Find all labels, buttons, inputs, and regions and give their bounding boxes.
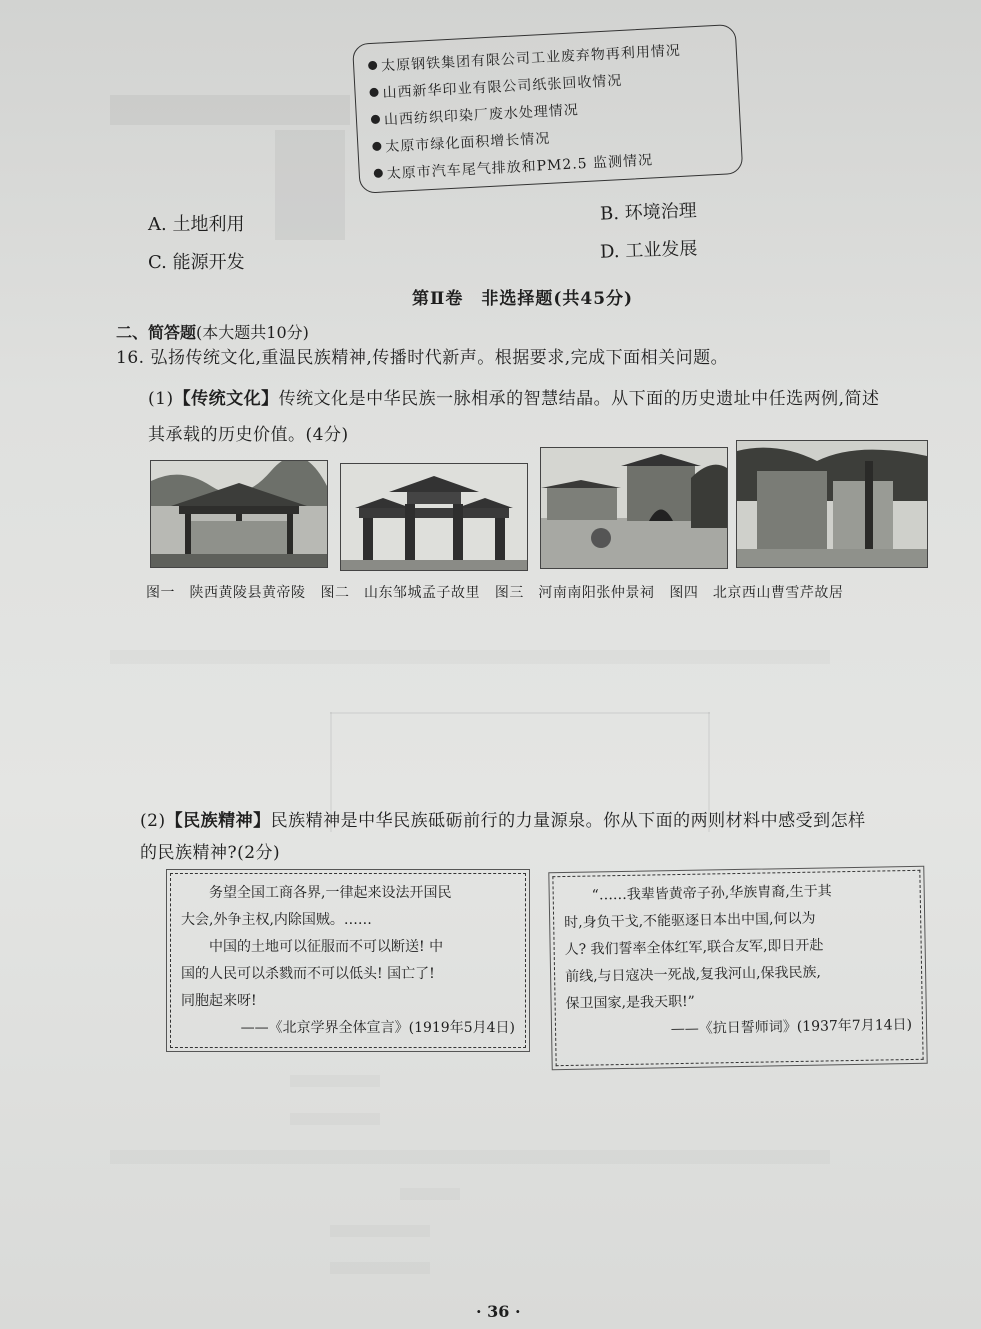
caption-3: 图三 河南南阳张仲景祠 xyxy=(494,585,655,601)
quote-box-anti-japanese-oath xyxy=(552,870,923,1066)
sub-prefix: (2) xyxy=(140,811,166,831)
photo-huangdi-mausoleum xyxy=(150,460,328,568)
quote-line: 同胞起来呀! xyxy=(181,993,257,1009)
bleed-through-shade xyxy=(290,1075,380,1087)
info-item: 太原钢铁集团有限公司工业废弃物再利用情况 xyxy=(368,36,723,81)
photo-zhangzhongjing-shrine xyxy=(540,447,728,569)
quote-line: 大会,外争主权,内除国贼。…… xyxy=(181,912,372,928)
part-heading-label: 二、简答题 xyxy=(116,323,197,342)
info-item: 太原市绿化面积增长情况 xyxy=(372,117,727,162)
photo-captions xyxy=(146,582,853,602)
option-b: B. 环境治理 xyxy=(599,200,698,225)
caption-4: 图四 北京西山曹雪芹故居 xyxy=(669,585,844,601)
quote-line: 中国的土地可以征服而不可以断送! 中 xyxy=(181,939,444,955)
option-a: A. 土地利用 xyxy=(148,214,245,235)
bleed-through-shade xyxy=(110,650,830,664)
caption-2: 图二 山东邹城孟子故里 xyxy=(320,585,480,601)
quote-line: 国的人民可以杀戮而不可以低头! 国亡了! xyxy=(181,966,435,982)
quote-box-may-fourth xyxy=(170,873,526,1048)
sub-prefix: (1) xyxy=(148,389,174,409)
bleed-through-shade xyxy=(275,130,345,240)
quote-source: ——《北京学界全体宣言》(1919年5月4日) xyxy=(240,1020,515,1036)
bleed-through-shade xyxy=(110,1150,830,1164)
sub-text: 民族精神是中华民族砥砺前行的力量源泉。你从下面的两则材料中感受到怎样 xyxy=(270,811,866,831)
bullet-icon xyxy=(369,88,378,97)
bleed-through-shade xyxy=(330,1262,430,1274)
page-number: · 36 · xyxy=(476,1302,521,1321)
question-16-stem: 16. 弘扬传统文化,重温民族精神,传播时代新声。根据要求,完成下面相关问题。 xyxy=(116,348,729,368)
bullet-icon xyxy=(374,169,383,178)
option-c: C. 能源开发 xyxy=(148,252,245,273)
quote-line: 保卫国家,是我天职!” xyxy=(565,993,695,1013)
bleed-through-shade xyxy=(290,1113,380,1125)
photo-mencius-hometown xyxy=(340,463,528,571)
option-d: D. 工业发展 xyxy=(599,238,698,263)
sub-tag: 【民族精神】 xyxy=(165,811,271,831)
sub-tag: 【传统文化】 xyxy=(173,389,279,409)
quote-line: 时,身负干戈,不能驱逐日本出中国,何以为 xyxy=(564,910,816,932)
question-16-2-cont: 的民族精神?(2分) xyxy=(140,843,281,863)
bleed-through-shade xyxy=(400,1188,460,1200)
quote-source: ——《抗日誓师词》(1937年7月14日) xyxy=(670,1016,913,1038)
bleed-through-shade xyxy=(330,1225,430,1237)
photo-caoxueqin-residence xyxy=(736,440,928,568)
section-title: 第Ⅱ卷 非选择题(共45分) xyxy=(412,289,634,309)
question-16-2 xyxy=(140,806,866,831)
quote-line: 前线,与日寇决一死战,复我河山,保我民族, xyxy=(564,964,822,986)
info-box xyxy=(352,24,743,194)
bleed-through-shade xyxy=(330,712,710,714)
caption-1: 图一 陕西黄陵县黄帝陵 xyxy=(146,585,306,601)
quote-line: “……我辈皆黄帝子孙,华族胄裔,生于其 xyxy=(563,883,832,905)
info-item: 山西纺织印染厂废水处理情况 xyxy=(370,90,725,135)
quote-line: 务望全国工商各界,一律起来设法开国民 xyxy=(181,885,452,901)
sub-text: 传统文化是中华民族一脉相承的智慧结晶。从下面的历史遗址中任选两例,简述 xyxy=(278,389,880,409)
bleed-through-shade xyxy=(110,95,350,125)
question-16-1-cont: 其承载的历史价值。(4分) xyxy=(148,425,349,445)
quote-line: 人? 我们誓率全体红军,联合友军,即日开赴 xyxy=(564,937,824,959)
question-16-1 xyxy=(148,384,880,409)
info-item: 山西新华印业有限公司纸张回收情况 xyxy=(369,63,724,108)
bullet-icon xyxy=(372,142,381,151)
bullet-icon xyxy=(371,115,380,124)
info-item: 太原市汽车尾气排放和PM2.5 监测情况 xyxy=(373,144,728,189)
bullet-icon xyxy=(368,61,377,70)
part-heading xyxy=(116,320,309,343)
part-heading-note: (本大题共10分) xyxy=(196,323,309,342)
